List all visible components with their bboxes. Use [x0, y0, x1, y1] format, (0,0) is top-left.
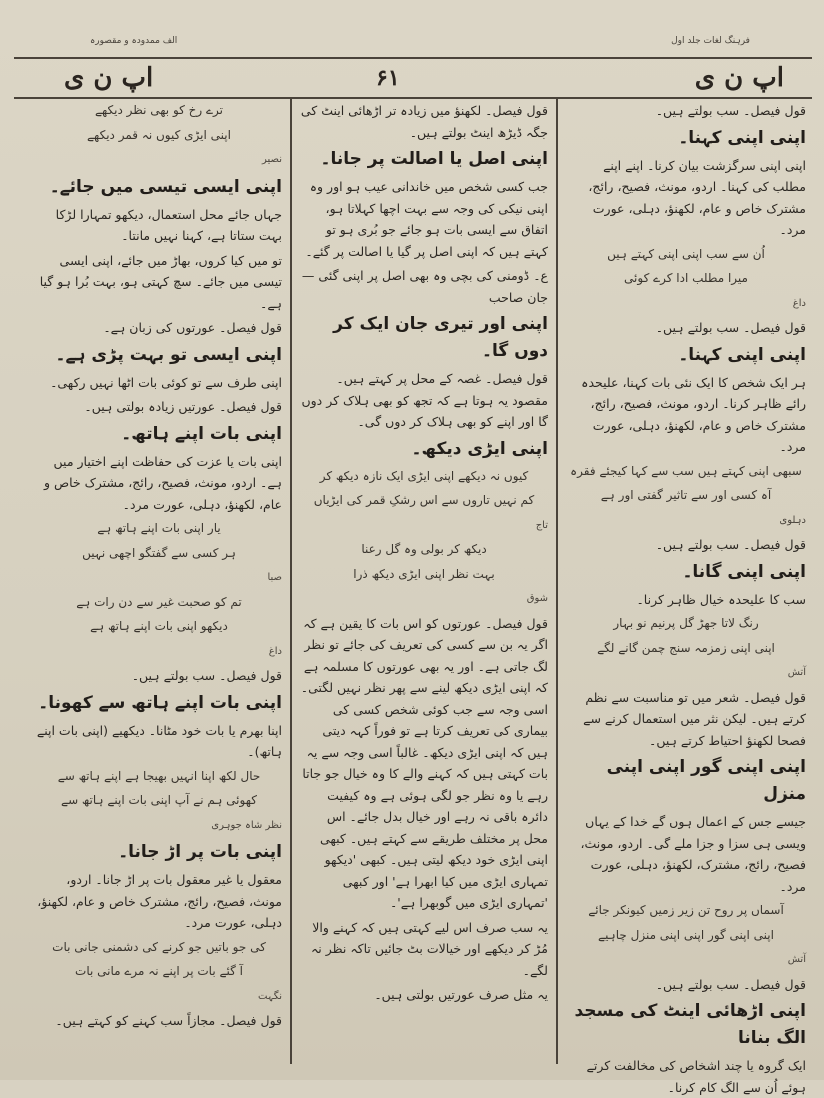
column-divider-left: [290, 98, 292, 1064]
entry-text: قول فیصل۔ شعر میں تو مناسبت سے نظم کرتے ہیں۔ لیکن نثر میں استعمال کرنے سے فصحا لکھنؤ احتیاط کرتے ہیں۔: [583, 689, 806, 748]
verse-line: تم کو صحبت غیر سے دن رات ہے: [76, 594, 242, 609]
entry-text: جب کسی شخص میں خاندانی عیب ہو اور وہ اپنی نیکی کی وجہ سے بہت اچھا کہلاتا ہو، اتفاق سے ایسی بات ہو جائے جو بُری ہو تو کہتے ہیں کہ اپنی اصل پر گیا یا اصالت پر گئے۔: [305, 179, 548, 259]
entry-headword: اپنی ایسی تیسی میں جائے۔: [49, 176, 282, 197]
verse-line: میرا مطلب ادا کرے کوئی: [624, 271, 748, 285]
verse-source: تاج: [535, 519, 548, 531]
verse-source: آتش: [787, 954, 806, 965]
entry-text: یہ سب صرف اس لیے کہتی ہیں کہ کہنے والا مُڑ کر دیکھے اور خیالات بٹ جائیں تاکہ نظر نہ لگے۔: [310, 919, 548, 978]
verse-source: صبا: [267, 572, 282, 583]
entry-headword: اپنی اڑھائی اینٹ کی مسجد الگ بنانا: [574, 1001, 806, 1048]
verse-line: کیوں نہ دیکھے اپنی ایڑی ایک نازہ دیکھ کر: [319, 468, 529, 483]
entry-text: قول فیصل۔ سب بولتے ہیں۔: [655, 976, 806, 992]
verse-source: داغ: [792, 297, 806, 309]
column-middle: [300, 100, 548, 1050]
verse-line: سبھی اپنی کہتے ہیں سب سے کہا کیجئے فقرہ: [570, 463, 802, 478]
verse-source: آتش: [787, 667, 806, 678]
entry-text: یہ مثل صرف عورتیں بولتی ہیں۔: [374, 987, 548, 1002]
entry-text: قول فیصل۔ عورتوں کو اس بات کا یقین ہے کہ اگر یہ بن سے کسی کی تعریف کی جائے تو نظر لگ جاتی ہے۔ اور یہ بھی عورتوں کا مسلمہ ہے کہ اپنی ایڑی دیکھ لینے سے پھر نظر نہیں لگتی۔ اسی وجہ سے جب کوئی شخص کسی کی بیماری کی تعریف کرتا ہے تو فوراً کہہ دیتی ہیں کہ اپنی ایڑی دیکھ۔ غالباً اسی وجہ سے یہ بات کہتی ہیں کہ کہنے والے کا وہ خیال جو جاتا رہے یا وہ نظر جو لگی ہوئی ہے وہ کیفیت دائرہ باقی نہ رہے اور خیال بدل جائے۔ اس محل پر مختلف طریقے سے کہتے ہیں۔ کبھی اپنی ایڑی خود دیکھ لیتی ہیں۔ کبھی 'دیکھو تمہاری ایڑی میں کیا ابھرا ہے' اور کبھی 'تمہاری ایڑی میں گوبھرا ہے'۔: [300, 615, 548, 910]
entry-text: قول فیصل۔ لکھنؤ میں زیادہ تر اڑھائی اینٹ کی جگہ ڈیڑھ اینٹ بولتے ہیں۔: [300, 103, 548, 140]
page-number: ۶۱: [376, 65, 400, 91]
entry-headword: اپنی اپنی کہنا۔: [678, 344, 806, 365]
top-left-meta: الف ممدودہ و مقصورہ: [90, 36, 178, 46]
verse-line: کھوئی ہم نے آپ اپنی بات اپنے ہاتھ سے: [61, 793, 257, 807]
verse-line: اپنی ایڑی کیوں نہ قمر دیکھے: [87, 127, 231, 142]
entry-text: سب کا علیحدہ خیال ظاہر کرنا۔: [636, 591, 806, 607]
verse-line: آسماں پر روح تن زیر زمیں کیونکر جائے: [588, 903, 784, 917]
entry-text: قول فیصل۔ عورتوں کی زبان ہے۔: [103, 320, 282, 335]
header-rule-bottom: [14, 97, 812, 99]
verse-line: دیکھ کر بولی وہ گل رعنا: [361, 542, 487, 556]
column-right: [566, 100, 806, 1095]
verse-line: بہت نظر اپنی ایڑی دیکھ ذرا: [353, 566, 495, 581]
verse-source: نگہت: [258, 990, 282, 1002]
verse-line: حال لکھ اپنا انہیں بھیجا ہے اپنے ہاتھ سے: [57, 768, 261, 783]
top-right-meta: فرہنگ لغات جلد اول: [671, 36, 750, 46]
entry-headword: اپنی بات اپنے ہاتھ سے کھونا۔: [38, 692, 282, 713]
entry-text: اپنی بات یا عزت کی حفاظت اپنے اختیار میں ہے۔ اردو، مونث، فصیح، رائج، مشترک خاص و عام، لکھنؤ، دہلی، عورت مرد۔: [43, 453, 282, 512]
entry-text: اپنا بھرم یا بات خود مٹانا۔ دیکھیے (اپنی بات اپنے ہاتھ)۔: [36, 722, 282, 759]
entry-text: قول فیصل۔ مجازاً سب کہنے کو کہتے ہیں۔: [55, 1013, 282, 1028]
header-rule-top: [14, 57, 812, 59]
verse-line: کی جو باتیں جو کرنے کی دشمنی جانی بات: [52, 939, 266, 954]
entry-text: ع۔ ڈومنی کی بچی وہ بھی اصل پر اپنی گئی — جان صاحب: [301, 268, 548, 305]
verse-source: نصیر: [262, 154, 282, 165]
verse-source: داغ: [268, 645, 282, 657]
entry-text: قول فیصل۔ سب بولتے ہیں۔: [131, 668, 282, 683]
entry-text: قول فیصل۔ سب بولتے ہیں۔: [655, 537, 806, 552]
entry-headword: اپنی اپنی کہنا۔: [678, 127, 806, 148]
entry-text: تو میں کیا کروں، بھاڑ میں جائے، اپنی ایسی تیسی میں جائے۔ سچ کہتی ہو، بہت بُرا ہو گیا ہے۔: [39, 252, 282, 311]
entry-text: اپنی اپنی سرگزشت بیان کرنا۔ اپنے اپنے مطلب کی کہنا۔ اردو، مونث، فصیح، رائج، مشترک خاص و عام، لکھنؤ، دہلی، عورت مرد۔: [588, 157, 806, 237]
entry-headword: اپنی اپنی گور اپنی اپنی منزل: [606, 757, 806, 804]
verse-line: آ گئے بات پر اپنے نہ مرے مانی بات: [75, 964, 243, 978]
column-divider-right: [556, 98, 558, 1064]
verse-line: ہر کسی سے گفتگو اچھی نہیں: [82, 545, 236, 560]
verse-line: رنگ لاتا جھڑ گل پرنیم نو بہار: [613, 616, 759, 630]
entry-headword: اپنی بات اپنے ہاتھ۔: [121, 423, 282, 444]
verse-line: آہ کسی اور سے تاثیر گفتی اور ہے: [600, 488, 772, 502]
running-head-right: اپ ن ی: [694, 63, 784, 93]
entry-text: اپنی طرف سے تو کوئی بات اٹھا نہیں رکھی۔: [50, 374, 282, 390]
entry-headword: اپنی ایسی تو بہت پڑی ہے۔: [55, 344, 282, 365]
entry-headword: اپنی اصل یا اصالت پر جانا۔: [320, 149, 548, 169]
entry-text: جہاں جائے محل استعمال، دیکھو تمہارا لڑکا بہت ستاتا ہے، کہنا نہیں مانتا۔: [55, 206, 282, 243]
entry-text: قول فیصل۔ غصہ کے محل پر کہتے ہیں۔ مقصود یہ ہوتا ہے کہ تجھ کو بھی ہلاک کر دوں گا اور اپنے کو بھی ہلاک کر دوں گی۔: [301, 371, 548, 429]
verse-source: دہلوی: [779, 514, 806, 526]
entry-text: ہر ایک شخص کا ایک نئی بات کہنا، علیحدہ رائے ظاہر کرنا۔ اردو، مونث، فصیح، رائج، مشترک خاص و عام، لکھنؤ، دہلی، عورت مرد۔: [581, 374, 806, 454]
verse-source: شوق: [526, 593, 548, 604]
verse-line: دیکھو اپنی بات اپنے ہاتھ ہے: [90, 619, 228, 633]
entry-headword: اپنی اور تیری جان ایک کر دوں گا۔: [333, 314, 548, 361]
verse-line: اُن سے سب اپنی اپنی کہتے ہیں: [607, 246, 765, 261]
entry-headword: اپنی بات پر اڑ جانا۔: [118, 842, 282, 862]
entry-text: قول فیصل۔ سب بولتے ہیں۔: [655, 320, 806, 335]
entry-headword: اپنی اپنی گانا۔: [682, 561, 806, 582]
verse-line: ترے رخ کو بھی نظر دیکھے: [94, 103, 224, 117]
entry-text: معقول یا غیر معقول بات پر اڑ جانا۔ اردو، مونث، فصیح، رائج، مشترک خاص و عام، لکھنؤ، دہلی، عورت مرد۔: [37, 872, 282, 930]
verse-source: نظر شاہ جوہری: [211, 819, 282, 831]
column-left: [36, 100, 282, 1050]
entry-text: قول فیصل۔ سب بولتے ہیں۔: [655, 103, 806, 118]
entry-text: جیسے جس کے اعمال ہوں گے خدا کے یہاں ویسی ہی سزا و جزا ملے گی۔ اردو، مونث، فصیح، رائج، مشترک، لکھنؤ، دہلی، عورت مرد۔: [580, 814, 806, 894]
entry-text: ایک گروہ یا چند اشخاص کی مخالفت کرتے ہوئے اُن سے الگ کام کرنا۔: [586, 1058, 806, 1095]
entry-text: قول فیصل۔ عورتیں زیادہ بولتی ہیں۔: [84, 399, 282, 414]
running-head-left: اپ ن ی: [64, 63, 154, 93]
entry-headword: اپنی ایڑی دیکھ۔: [411, 438, 548, 459]
verse-line: یار اپنی بات اپنے ہاتھ ہے: [97, 521, 221, 535]
verse-line: اپنی اپنی گور اپنی اپنی منزل چاہیے: [598, 927, 774, 942]
verse-line: کم نہیں تاروں سے اس رشکِ قمر کی ایڑیاں: [313, 493, 535, 507]
verse-line: اپنی اپنی زمزمہ سنج چمن گانے لگے: [597, 640, 775, 655]
